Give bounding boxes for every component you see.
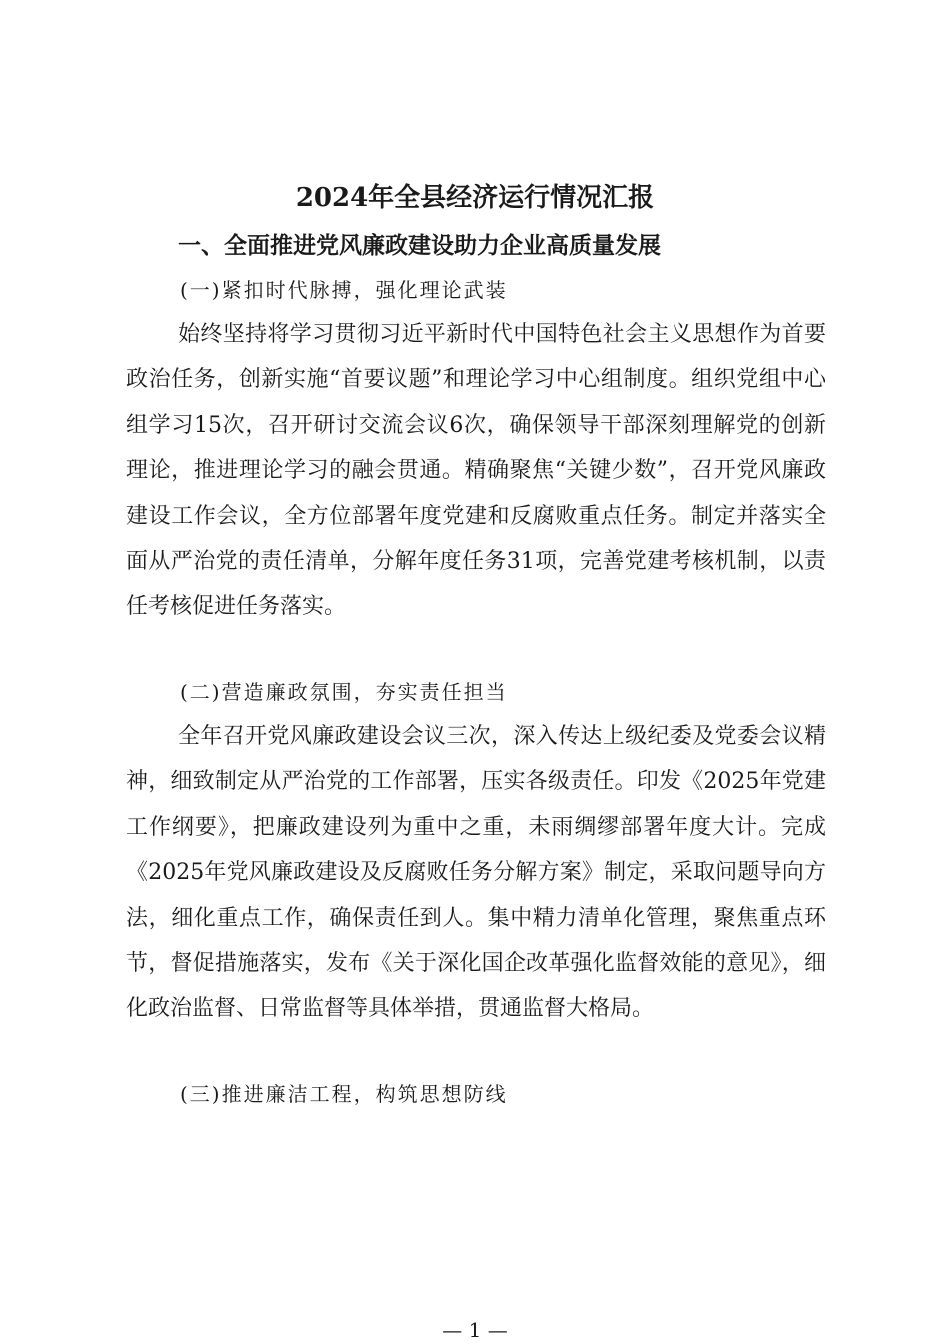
section-heading: 一、全面推进党风廉政建设助力企业高质量发展 — [178, 233, 661, 259]
body-paragraph-1: 始终坚持将学习贯彻习近平新时代中国特色社会主义思想作为首要政治任务，创新实施“首要议题”和理论学习中心组制度。组织党组中心组学习15次，召开研讨交流会议6次，确保领导干部深刻理解党的创新理论，推进理论学习的融会贯通。精确聚焦“关键少数”，召开党风廉政建设工作会议，全方位部署年度党建和反腐败重点任务。制定并落实全面从严治党的责任清单，分解年度任务31项，完善党建考核机制，以责任考核促进任务落实。 — [126, 322, 826, 620]
body-paragraph-2: 全年召开党风廉政建设会议三次，深入传达上级纪委及党委会议精神，细致制定从严治党的工作部署，压实各级责任。印发《2025年党建工作纲要》，把廉政建设列为重中之重，未雨绸缪部署年度大计。完成《2025年党风廉政建设及反腐败任务分解方案》制定，采取问题导向方法，细化重点工作，确保责任到人。集中精力清单化管理，聚焦重点环节，督促措施落实，发布《关于深化国企改革强化监督效能的意见》，细化政治监督、日常监督等具体举措，贯通监督大格局。 — [126, 724, 826, 1022]
document-title: 2024年全县经济运行情况汇报 — [295, 183, 655, 213]
page-number: — 1 — — [442, 1318, 508, 1342]
subsection-heading-1: (一)紧扣时代脉搏，强化理论武装 — [180, 278, 508, 302]
subsection-heading-2: (二)营造廉政氛围，夯实责任担当 — [180, 680, 508, 704]
subsection-heading-3: (三)推进廉洁工程，构筑思想防线 — [180, 1082, 508, 1106]
